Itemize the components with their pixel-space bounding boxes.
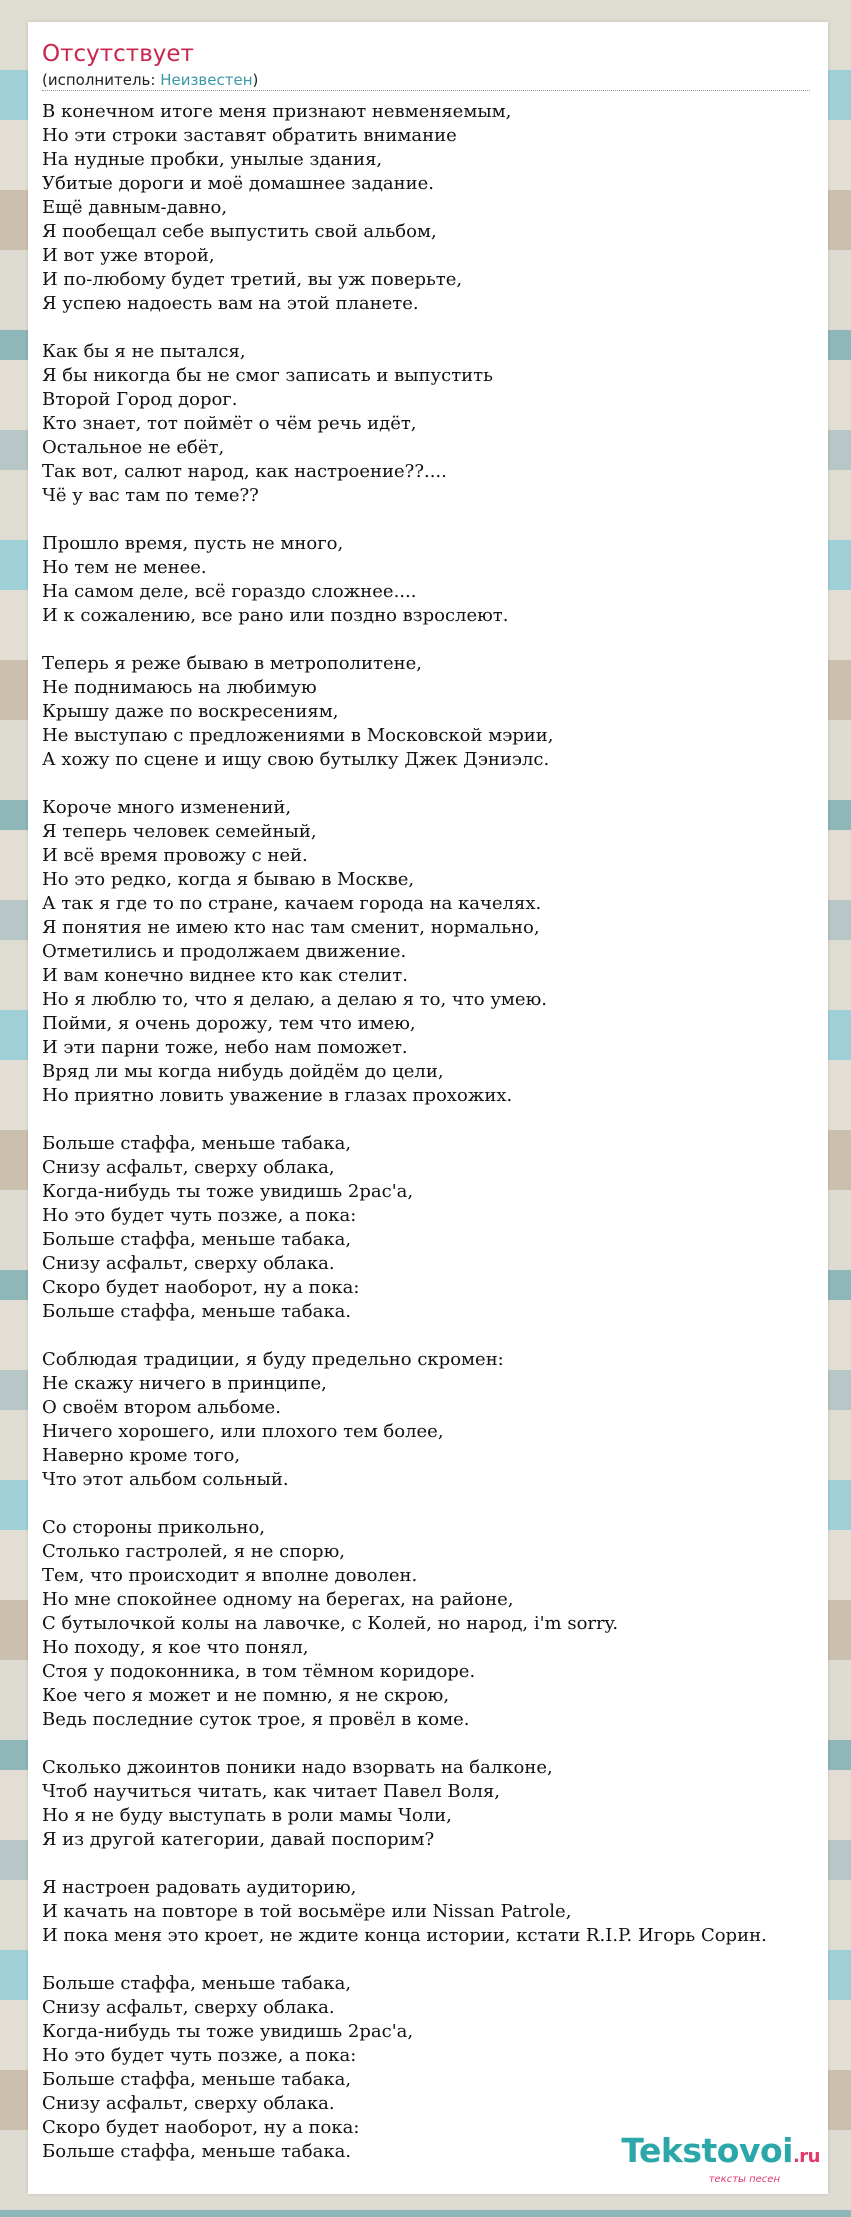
artist-link[interactable]: Неизвестен xyxy=(160,71,253,89)
lyrics-card xyxy=(28,22,828,2194)
artist-prefix: (исполнитель: xyxy=(42,71,161,89)
site-logo[interactable] xyxy=(590,2131,820,2186)
title-divider xyxy=(42,90,810,91)
artist-suffix: ) xyxy=(252,71,259,89)
logo-tagline: тексты песен xyxy=(708,2174,780,2185)
logo-wordmark xyxy=(590,2131,820,2174)
logo-tld: .ru xyxy=(792,2146,820,2167)
song-title: Отсутствует xyxy=(42,41,194,67)
artist-line xyxy=(42,70,258,90)
lyrics-text: В конечном итоге меня признают невменяемым, Но эти строки заставят обратить внимание На нудные пробки, унылые здания, Убитые дороги и моё домашнее задание. Ещё давным-давно, Я пообещал себе выпустить свой альбом, И вот уже второй, И по-любому будет третий, вы уж поверьте, Я успею надоесть вам на этой планете. Как бы я не пытался, Я бы никогда бы не смог записать и выпустить Второй Город дорог. Кто знает, тот поймёт о чём речь идёт, Остальное не ебёт, Так вот, салют народ, как настроение??.... Чё у вас там по теме?? Прошло время, пусть не много, Но тем не менее. На самом деле, всё гораздо сложнее.... И к сожалению, все рано или поздно взрослеют. Теперь я реже бываю в метрополитене, Не поднимаюсь на любимую Крышу даже по воскресениям, Не выступаю с предложениями в Московской мэрии, А хожу по сцене и ищу свою бутылку Джек Дэниэлс. Короче много изменений, Я теперь человек семейный, И всё время провожу с ней. Но это редко, когда я бываю в Москве, А так я где то по стране, качаем города на качелях. Я понятия не имею кто нас там сменит, нормально, Отметились и продолжаем движение. И вам конечно виднее кто как стелит. Но я люблю то, что я делаю, а делаю я то, что умею. Пойми, я очень дорожу, тем что имею, И эти парни тоже, небо нам поможет. Вряд ли мы когда нибудь дойдём до цели, Но приятно ловить уважение в глазах прохожих. Больше стаффа, меньше табака, Снизу асфальт, сверху облака, Когда-нибудь ты тоже увидишь 2рас'а, Но это будет чуть позже, а пока: Больше стаффа, меньше табака, Снизу асфальт, сверху облака. Скоро будет наоборот, ну а пока: Больше стаффа, меньше табака. Соблюдая традиции, я буду предельно скромен: Не скажу ничего в принципе, О своём втором альбоме. Ничего хорошего, или плохого тем более, Наверно кроме того, Что этот альбом сольный. Со стороны прикольно, Столько гастролей, я не спорю, Тем, что происходит я вполне доволен. Но мне спокойнее одному на берегах, на районе, С бутылочкой колы на лавочке, с Колей, но народ, i'm sorry. Но походу, я кое что понял, Стоя у подоконника, в том тёмном коридоре. Кое чего я может и не помню, я не скрою, Ведь последние суток трое, я провёл в коме. Сколько джоинтов поники надо взорвать на балконе, Чтоб научиться читать, как читает Павел Воля, Но я не буду выступать в роли мамы Чоли, Я из другой категории, давай поспорим? Я настроен радовать аудиторию, И качать на повторе в той восьмёре или Nissan Patrole, И пока меня это кроет, не ждите конца истории, кстати R.I.P. Игорь Сорин. Больше стаффа, меньше табака, Снизу асфальт, сверху облака. Когда-нибудь ты тоже увидишь 2рас'а, Но это будет чуть позже, а пока: Больше стаффа, меньше табака, Снизу асфальт, сверху облака. Скоро будет наоборот, ну а пока: Больше стаффа, меньше табака. xyxy=(42,101,767,2162)
logo-name: Tekstovoi xyxy=(621,2131,793,2170)
